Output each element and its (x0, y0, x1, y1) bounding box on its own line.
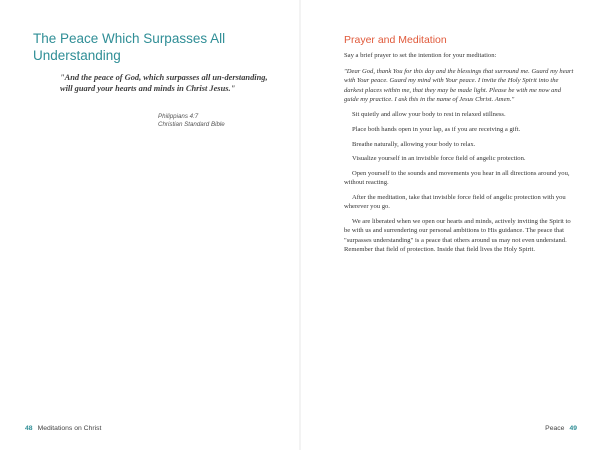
right-page-number: 49 (569, 425, 577, 432)
meditation-step: Place both hands open in your lap, as if you are receiving a gift. (352, 125, 521, 133)
meditation-step: Visualize yourself in an invisible force field of angelic protection. (352, 155, 526, 163)
meditation-step: Open yourself to the sounds and movements you hear in all directions around you, without reacting. (344, 170, 570, 187)
right-page (301, 0, 600, 450)
right-running-head: Peace (545, 425, 565, 432)
closing-paragraph: We are liberated when we open our hearts and minds, actively inviting the Spirit to be with us and surrendering our personal ambitions to His guidance. The peace that "surpasses understanding" is a peace that others around us may not even understand. Remember that field of protection. Inside that field lives the Holy Spirit. (344, 218, 571, 253)
meditation-step: Breathe naturally, allowing your body to relax. (352, 140, 476, 148)
left-page (0, 0, 299, 450)
epigraph-quote: "And the peace of God, which surpasses all un-derstanding, will guard your hearts and minds in Christ Jesus." (60, 73, 268, 94)
left-folio (25, 424, 101, 433)
chapter-title: The Peace Which Surpasses All Understanding (33, 31, 226, 63)
left-page-number: 48 (25, 425, 33, 432)
section-title: Prayer and Meditation (344, 34, 447, 46)
citation-version: Christian Standard Bible (158, 121, 225, 129)
prayer-paragraph: "Dear God, thank You for this day and the blessings that surround me. Guard my heart with Your peace. Guard my mind with Your peace. I invite the Holy Spirit into the darkest places within me, that they may be made light. Please be with me now and guide my practice. I ask this in the name of Jesus Christ. Amen." (344, 68, 574, 103)
citation-reference: Philippians 4:7 (158, 113, 199, 120)
epigraph-citation (158, 113, 278, 130)
meditation-step: Sit quietly and allow your body to rest in relaxed stillness. (352, 111, 506, 119)
section-body (344, 51, 574, 254)
right-folio (545, 424, 577, 433)
meditation-step: After the meditation, take that invisible force field of angelic protection with you wherever you go. (344, 194, 566, 211)
left-running-head: Meditations on Christ (37, 425, 102, 432)
intro-paragraph: Say a brief prayer to set the intention for your meditation: (344, 52, 497, 59)
